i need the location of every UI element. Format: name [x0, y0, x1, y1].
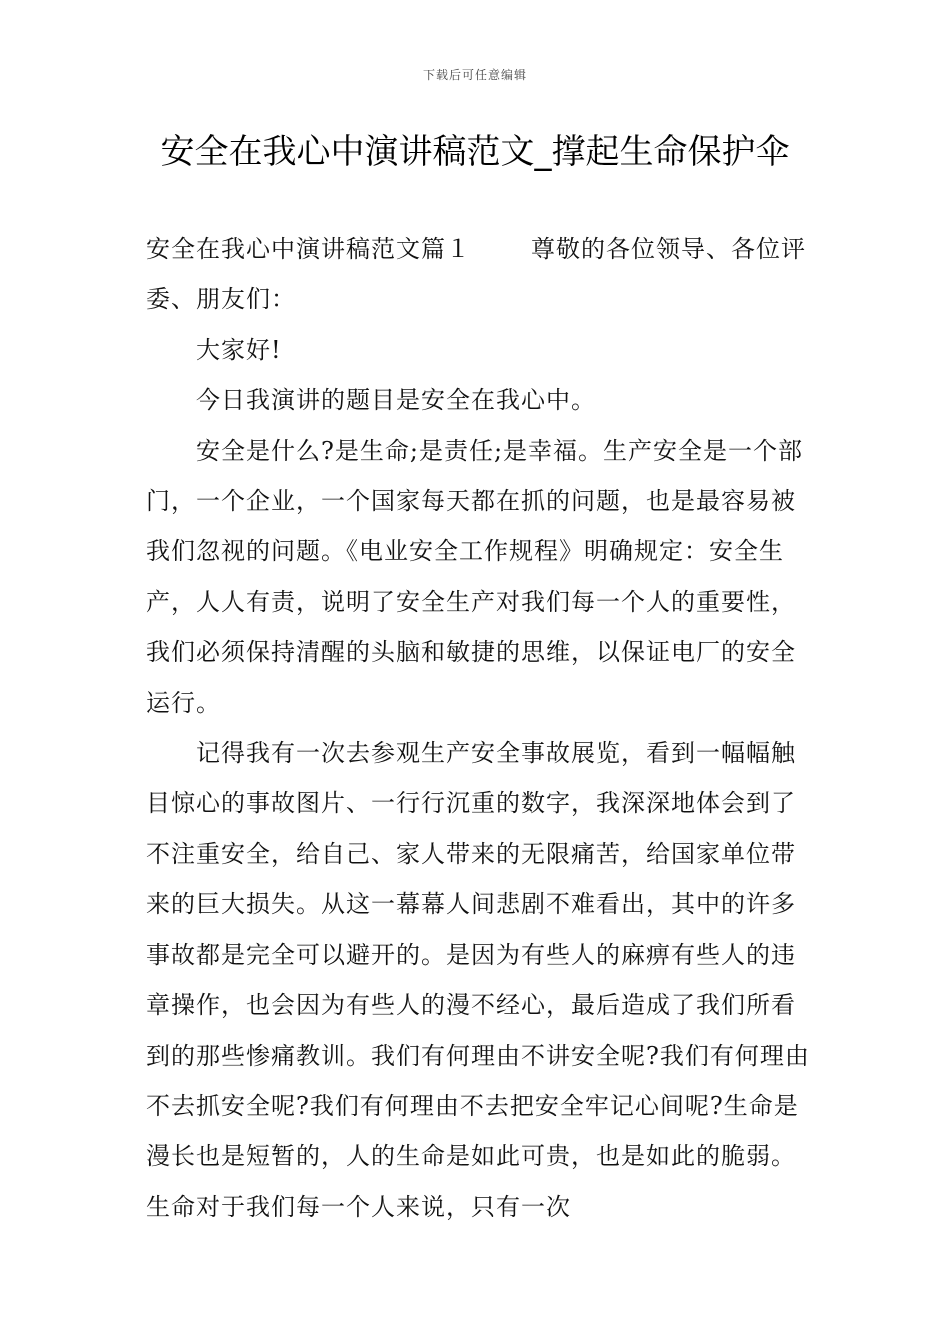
section-heading: 安全在我心中演讲稿范文篇１	[146, 235, 471, 263]
document-body	[146, 224, 814, 1232]
document-title: 安全在我心中演讲稿范文_撑起生命保护伞	[160, 132, 790, 172]
paragraph-greeting: 大家好!	[196, 335, 282, 364]
intro-paragraph	[146, 224, 814, 325]
salutation: 尊敬的各位领导、各位评委、朋友们：	[146, 235, 806, 314]
paragraph-topic: 今日我演讲的题目是安全在我心中。	[196, 386, 596, 415]
header-note: 下载后可任意编辑	[422, 68, 527, 82]
paragraph-exhibition: 记得我有一次去参观生产安全事故展览，看到一幅幅触目惊心的事故图片、一行行沉重的数字，我深深地体会到了不注重安全，给自己、家人带来的无限痛苦，给国家单位带来的巨大损失。从这一幕幕人间悲剧不难看出，其中的许多事故都是完全可以避开的。是因为有些人的麻痹有些人的违章操作，也会因为有些人的漫不经心，最后造成了我们所看到的那些惨痛教训。我们有何理由不讲安全呢?我们有何理由不去抓安全呢?我们有何理由不去把安全牢记心间呢?生命是漫长也是短暂的，人的生命是如此可贵，也是如此的脆弱。生命对于我们每一个人来说，只有一次	[146, 739, 810, 1221]
paragraph-what-is-safety: 安全是什么?是生命;是责任;是幸福。生产安全是一个部门，一个企业，一个国家每天都在抓的问题，也是最容易被我们忽视的问题。《电业安全工作规程》明确规定：安全生产，人人有责，说明了安全生产对我们每一个人的重要性，我们必须保持清醒的头脑和敏捷的思维，以保证电厂的安全运行。	[146, 436, 804, 717]
